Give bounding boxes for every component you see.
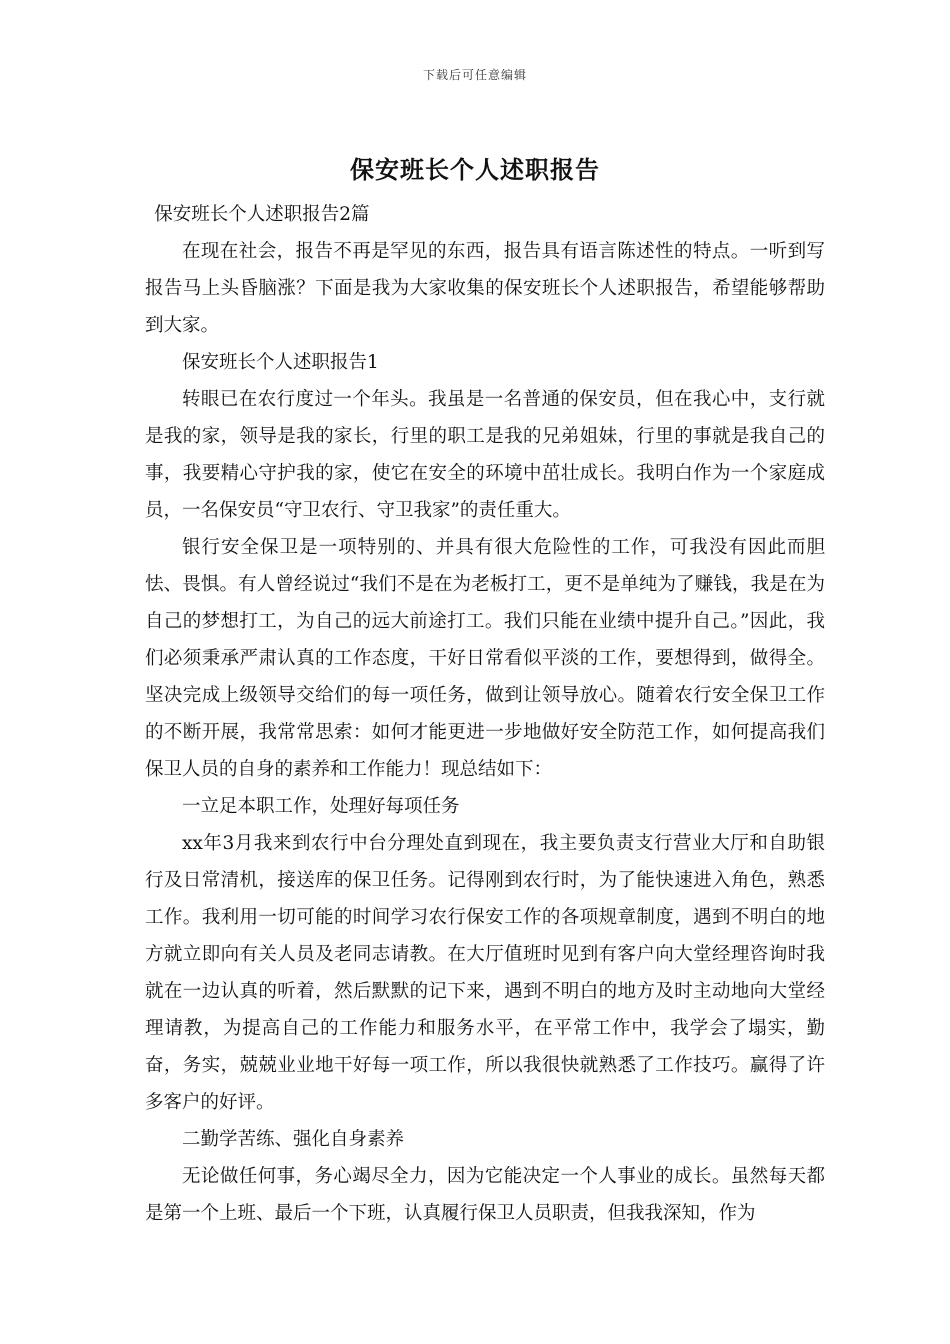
document-title: 保安班长个人述职报告 <box>350 155 600 184</box>
section-heading-study: 二勤学苦练、强化自身素养 <box>182 1129 405 1150</box>
body-paragraph: xx年3月我来到农行中台分理处直到现在，我主要负责支行营业大厅和自助银行及日常清机，接送库的保卫任务。记得刚到农行时，为了能快速进入角色，熟悉工作。我利用一切可能的时间学习农行保安工作的各项规章制度，遇到不明白的地方就立即向有关人员及老同志请教。在大厅值班时见到有客户向大堂经理咨询时我就在一边认真的听着，然后默默的记下来，遇到不明白的地方及时主动地向大堂经理请教，为提高自己的工作能力和服务水平，在平常工作中，我学会了塌实，勤奋，务实，兢兢业业地干好每一项工作，所以我很快就熟悉了工作技巧。赢得了许多客户的好评。 <box>145 833 825 1113</box>
body-paragraph: 银行安全保卫是一项特别的、并具有很大危险性的工作，可我没有因此而胆怯、畏惧。有人曾经说过“我们不是在为老板打工，更不是单纯为了赚钱，我是在为自己的梦想打工，为自己的远大前途打工。我们只能在业绩中提升自己。”因此，我们必须秉承严肃认真的工作态度，干好日常看似平淡的工作，要想得到，做得全。坚决完成上级领导交给们的每一项任务，做到让领导放心。随着农行安全保卫工作的不断开展，我常常思索：如何才能更进一步地做好安全防范工作，如何提高我们保卫人员的自身的素养和工作能力！现总结如下： <box>145 537 825 780</box>
body-paragraph: 无论做任何事，务心竭尽全力，因为它能决定一个人事业的成长。虽然每天都是第一个上班、最后一个下班，认真履行保卫人员职责，但我我深知，作为 <box>145 1166 825 1224</box>
header-note: 下载后可任意编辑 <box>422 68 527 82</box>
section-heading-duty: 一立足本职工作，处理好每项任务 <box>182 796 460 817</box>
document-subtitle: 保安班长个人述职报告2篇 <box>154 204 370 225</box>
document-body <box>145 196 825 1232</box>
section-heading-report-1: 保安班长个人述职报告1 <box>182 352 379 373</box>
body-paragraph: 转眼已在农行度过一个年头。我虽是一名普通的保安员，但在我心中，支行就是我的家，领导是我的家长，行里的职工是我的兄弟姐妹，行里的事就是我自己的事，我要精心守护我的家，使它在安全的环境中茁壮成长。我明白作为一个家庭成员，一名保安员“守卫农行、守卫我家”的责任重大。 <box>145 389 825 521</box>
intro-paragraph: 在现在社会，报告不再是罕见的东西，报告具有语言陈述性的特点。一听到写报告马上头昏脑涨？下面是我为大家收集的保安班长个人述职报告，希望能够帮助到大家。 <box>145 241 825 336</box>
